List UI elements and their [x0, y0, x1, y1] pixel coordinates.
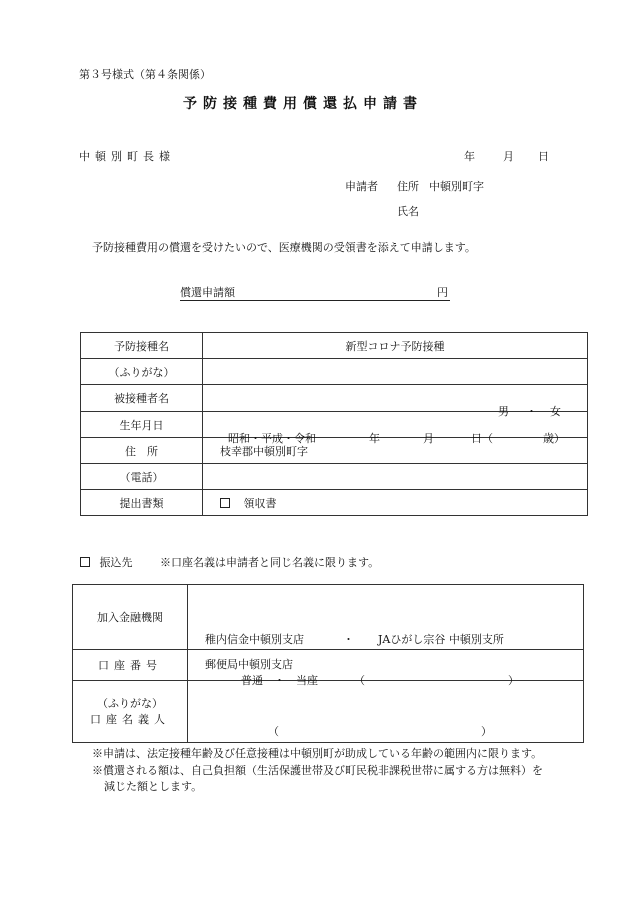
institution-label: 加入金融機関	[73, 585, 188, 650]
phone-label: （電話）	[81, 464, 203, 490]
statement: 予防接種費用の償還を受けたいので、医療機関の受領書を添えて申請します。	[92, 241, 476, 254]
form-number: 第３号様式（第４条関係）	[79, 68, 211, 81]
applicant-address-label: 住所	[397, 180, 419, 193]
patient-name-field[interactable]	[203, 385, 588, 418]
bank-option-post[interactable]: 郵便局中頓別支店	[205, 658, 293, 671]
transfer-note: ※口座名義は申請者と同じ名義に限ります。	[160, 556, 380, 569]
sex-female[interactable]: 女	[550, 405, 561, 418]
phone-field[interactable]	[203, 464, 588, 490]
holder-label-cell	[73, 681, 188, 743]
account-type[interactable]: 普通 ・ 当座	[241, 674, 318, 687]
age-suffix: 歳）	[543, 431, 565, 445]
documents-field	[203, 490, 588, 516]
note-amount-cont: 減じた額とします。	[104, 780, 203, 793]
institution-field	[188, 585, 584, 671]
birthdate-day: 日（	[471, 431, 493, 445]
documents-label: 提出書類	[81, 490, 203, 516]
transfer-label: 振込先	[99, 556, 133, 569]
holder-paren-open: （	[268, 724, 279, 738]
bank-option-ja[interactable]: JAひがし宗谷 中頓別支所	[378, 633, 504, 646]
applicant-label: 申請者	[345, 180, 378, 193]
address-value: 枝幸郡中頓別町字	[220, 444, 308, 458]
sex-separator: ・	[526, 405, 537, 418]
holder-furigana-label: （ふりがな）	[97, 696, 163, 710]
birthdate-month: 月	[423, 431, 434, 445]
page-title: 予防接種費用償還払申請書	[183, 96, 423, 112]
account-paren-close: ）	[508, 674, 519, 687]
date-month: 月	[503, 150, 514, 163]
transfer-checkbox[interactable]	[80, 557, 90, 567]
receipt-label: 領収書	[243, 496, 277, 510]
transfer-heading	[80, 557, 133, 568]
holder-field[interactable]	[188, 681, 584, 743]
account-paren-open: （	[354, 674, 365, 687]
vaccine-name-label: 予防接種名	[81, 333, 203, 359]
bank-table	[72, 584, 584, 743]
birthdate-year: 年	[369, 431, 380, 445]
vaccine-name-value: 新型コロナ予防接種	[203, 333, 588, 359]
furigana-label: （ふりがな）	[81, 359, 203, 385]
vaccination-table	[80, 332, 588, 516]
sex-male[interactable]: 男	[498, 405, 509, 418]
birthdate-label: 生年月日	[81, 412, 203, 438]
address-label: 住 所	[81, 438, 203, 464]
holder-label: 口座名義人	[90, 712, 170, 726]
bank-option-wakkanai[interactable]: 稚内信金中頓別支店	[205, 633, 304, 646]
furigana-field[interactable]	[203, 359, 588, 385]
birthdate-era: 昭和・平成・令和	[228, 431, 316, 445]
date-day: 日	[538, 150, 549, 163]
patient-name-label: 被接種者名	[81, 385, 203, 412]
account-number-label: 口座番号	[73, 650, 188, 681]
holder-paren-close: ）	[481, 724, 492, 738]
date-year: 年	[464, 150, 475, 163]
receipt-checkbox[interactable]	[220, 498, 230, 508]
claim-unit: 円	[437, 286, 448, 299]
note-age-limit: ※申請は、法定接種年齢及び任意接種は中頓別町が助成している年齢の範囲内に限ります。	[92, 747, 543, 760]
addressee: 中頓別町長様	[79, 150, 175, 163]
applicant-name-label: 氏名	[397, 205, 419, 218]
bank-separator: ・	[343, 633, 354, 646]
applicant-address-value: 中頓別町字	[429, 180, 484, 193]
note-amount: ※償還される額は、自己負担額（生活保護世帯及び町民税非課税世帯に属する方は無料）を	[92, 764, 543, 777]
claim-label: 償還申請額	[180, 286, 235, 299]
